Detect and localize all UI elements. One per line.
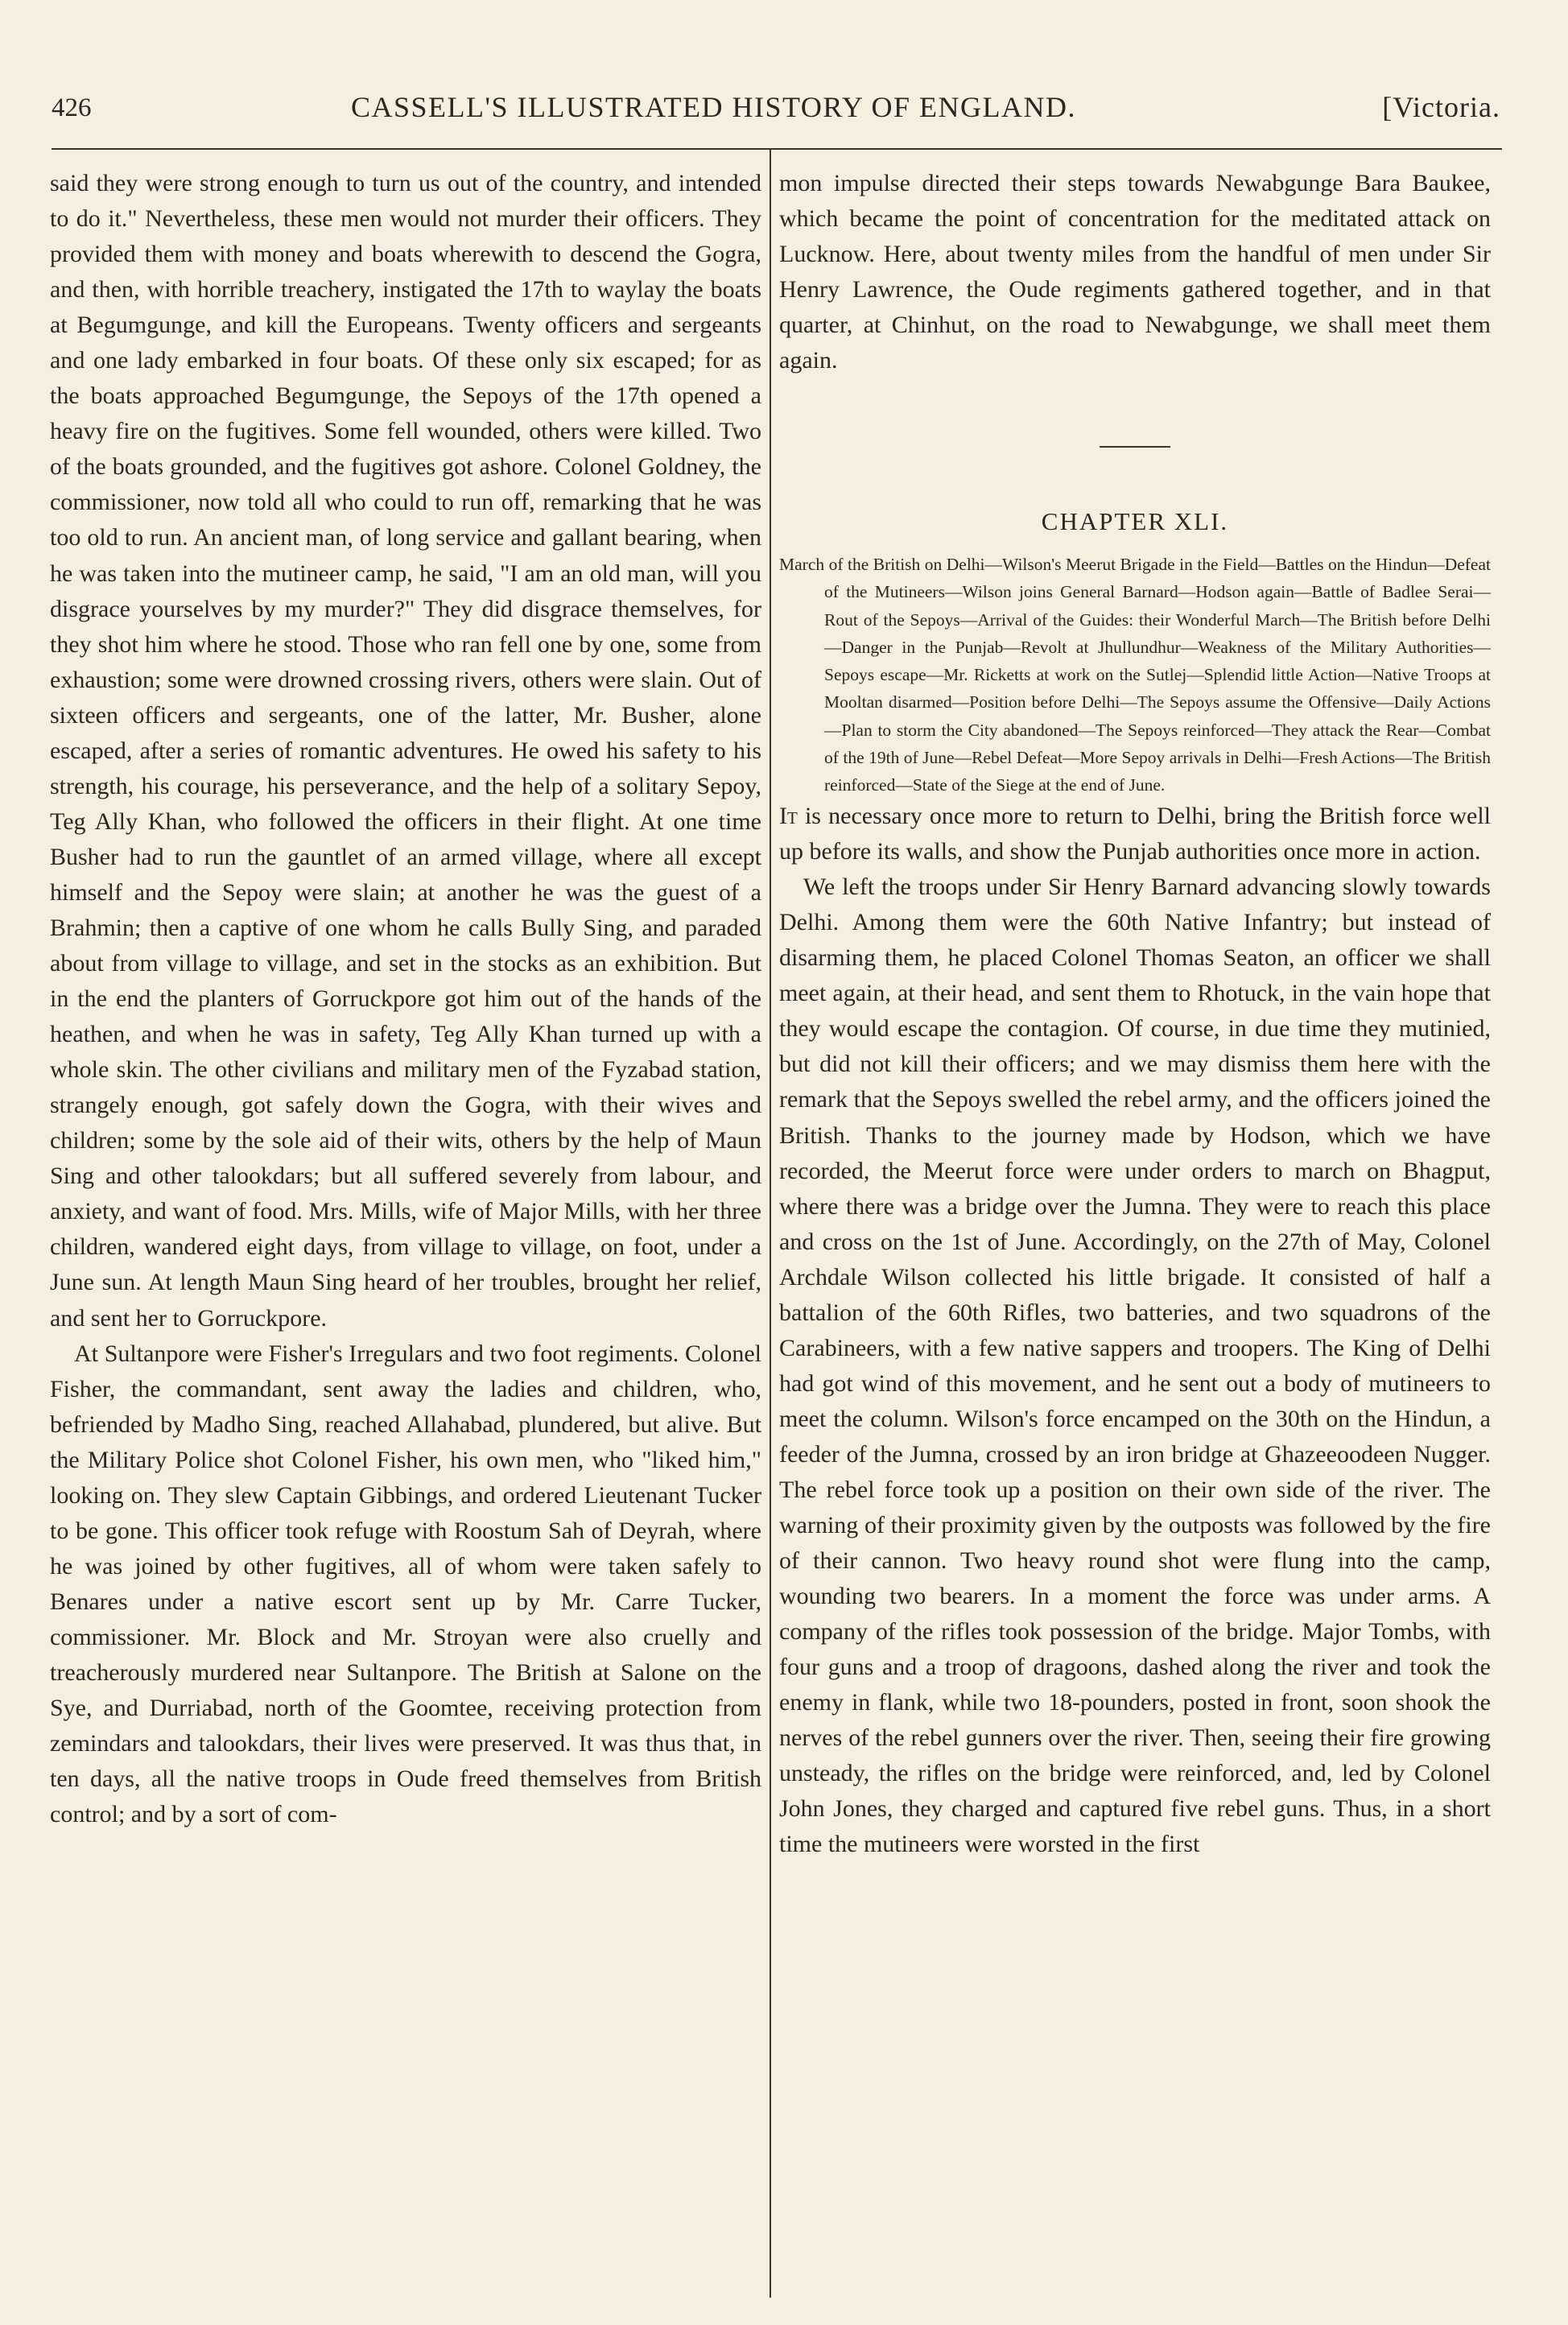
column-divider — [770, 148, 771, 2298]
right-paragraph-2: We left the troops under Sir Henry Barnard advancing slowly towards Delhi. Among them were the 60th Native Infantry; but instead of disarming them, he placed Colonel Thomas Seaton, an officer we shall meet again, at their head, and sent them to Rhotuck, in the vain hope that they would escape the contagion. Of course, in due time they mutinied, but did not kill their officers; and we may dismiss them here with the remark that the Sepoys swelled the rebel army, and the officers joined the British. Thanks to the journey made by Hodson, which we have recorded, the Meerut force were under orders to march on Bhagput, where there was a bridge over the Jumna. They were to reach this place and cross on the 1st of June. Accordingly, on the 27th of May, Colonel Archdale Wilson collected his little brigade. It consisted of half a battalion of the 60th Rifles, two batteries, and two squadrons of the Carabineers, with a few native sappers and troopers. The King of Delhi had got wind of this movement, and he sent out a body of mutineers to meet the column. Wilson's force encamped on the 30th on the Hindun, a feeder of the Jumna, crossed by an iron bridge at Ghazeeoodeen Nugger. The rebel force took up a position on their own side of the river. The warning of their proximity given by the outposts was followed by the fire of their cannon. Two heavy round shot were flung into the camp, wounding two bearers. In a moment the force was under arms. A company of the rifles took possession of the bridge. Major Tombs, with four guns and a troop of dragoons, dashed along the river and took the enemy in flank, while two 18-pounders, posted in front, soon shook the nerves of the rebel gunners over the river. Then, seeing their fire growing unsteady, the rifles on the bridge were reinforced, and, led by Colonel John Jones, they charged and captured five rebel guns. Thus, in a short time the mutineers were worsted in the first — [779, 873, 1491, 1858]
chapter-synopsis: March of the British on Delhi—Wilson's Meerut Brigade in the Field—Battles on the Hindun—Defeat of the Mutineers—Wilson joins General Barnard—Hodson again—Battle of Badlee Serai—Rout of the Sepoys—Arrival of the Guides: their Wonderful March—The British before Delhi—Danger in the Punjab—Revolt at Jhullundhur—Weakness of the Military Authorities—Sepoys escape—Mr. Ricketts at work on the Sutlej—Splendid little Action—Native Troops at Mooltan disarmed—Position before Delhi—The Sepoys assume the Offensive—Daily Actions—Plan to storm the City abandoned—The Sepoys reinforced—They attack the Rear—Combat of the 19th of June—Rebel Defeat—More Sepoy arrivals in Delhi—Fresh Actions—The British reinforced—State of the Siege at the end of June. — [779, 555, 1491, 795]
left-column — [50, 166, 761, 1832]
running-header — [52, 87, 1500, 135]
section-label: [Victoria. — [1382, 91, 1500, 123]
page-number: 426 — [52, 93, 92, 122]
right-continuation-paragraph: mon impulse directed their steps towards Newabgunge Bara Baukee, which became the point of concentration for the meditated attack on Lucknow. Here, about twenty miles from the handful of men under Sir Henry Lawrence, the Oude regiments gathered together, and in that quarter, at Chinhut, on the road to Newabgunge, we shall meet them again. — [779, 170, 1491, 374]
running-title: CASSELL'S ILLUSTRATED HISTORY OF ENGLAND. — [351, 91, 1077, 123]
left-paragraph-2: At Sultanpore were Fisher's Irregulars and two foot regiments. Colonel Fisher, the commandant, sent away the ladies and children, who, befriended by Madho Sing, reached Allahabad, plundered, but alive. But the Military Police shot Colonel Fisher, his own men, who "liked him," looking on. They slew Captain Gibbings, and ordered Lieutenant Tucker to be gone. This officer took refuge with Roostum Sah of Deyrah, where he was joined by other fugitives, all of whom were taken safely to Benares under a native escort sent up by Mr. Carre Tucker, commissioner. Mr. Block and Mr. Stroyan were also cruelly and treacherously murdered near Sultanpore. The British at Salone on the Sye, and Durriabad, north of the Goomtee, receiving protection from zemindars and talookdars, their lives were preserved. It was thus that, in ten days, all the native troops in Oude freed themselves from British control; and by a sort of com- — [50, 1340, 761, 1828]
section-separator — [1100, 446, 1170, 448]
left-paragraph-1: said they were strong enough to turn us out of the country, and intended to do it." Nevertheless, these men would not murder their officers. They provided them with money and boats wherewith to descend the Gogra, and then, with horrible treachery, instigated the 17th to waylay the boats at Begumgunge, and kill the Europeans. Twenty officers and sergeants and one lady embarked in four boats. Of these only six escaped; for as the boats approached Begumgunge, the Sepoys of the 17th opened a heavy fire on the fugitives. Some fell wounded, others were killed. Two of the boats grounded, and the fugitives got ashore. Colonel Goldney, the commissioner, now told all who could to run off, remarking that he was too old to run. An ancient man, of long service and gallant bearing, when he was taken into the mutineer camp, he said, "I am an old man, will you disgrace yourselves by my murder?" They did disgrace themselves, for they shot him where he stood. Those who ran fell one by one, some from exhaustion; some were drowned crossing rivers, others were slain. Out of sixteen officers and sergeants, one of the latter, Mr. Busher, alone escaped, after a series of romantic adventures. He owed his safety to his strength, his courage, his perseverance, and the help of a solitary Sepoy, Teg Ally Khan, who followed the officers in their flight. At one time Busher had to run the gauntlet of an armed village, where all except himself and the Sepoy were slain; at another he was the guest of a Brahmin; then a captive of one whom he calls Bully Sing, and paraded about from village to village, and set in the stocks as an exhibition. But in the end the planters of Gorruckpore got him out of the hands of the heathen, and when he was in safety, Teg Ally Khan turned up with a whole skin. The other civilians and military men of the Fyzabad station, strangely enough, got safely down the Gogra, with their wives and children; some by the sole aid of their wits, others by the help of Maun Sing and other talookdars; but all suffered severely from labour, and anxiety, and want of food. Mrs. Mills, wife of Major Mills, with her three children, wandered eight days, from village to village, on foot, under a June sun. At length Maun Sing heard of her troubles, brought her relief, and sent her to Gorruckpore. — [50, 170, 761, 1332]
opening-word: It — [779, 803, 798, 830]
header-rule — [52, 148, 1502, 150]
opening-text: is necessary once more to return to Delhi, bring the British force well up before its walls, and show the Punjab authorities once more in action. — [779, 803, 1491, 865]
chapter-opening-paragraph — [779, 799, 1491, 869]
chapter-heading: CHAPTER XLI. — [1041, 507, 1229, 536]
right-column — [779, 166, 1491, 1863]
